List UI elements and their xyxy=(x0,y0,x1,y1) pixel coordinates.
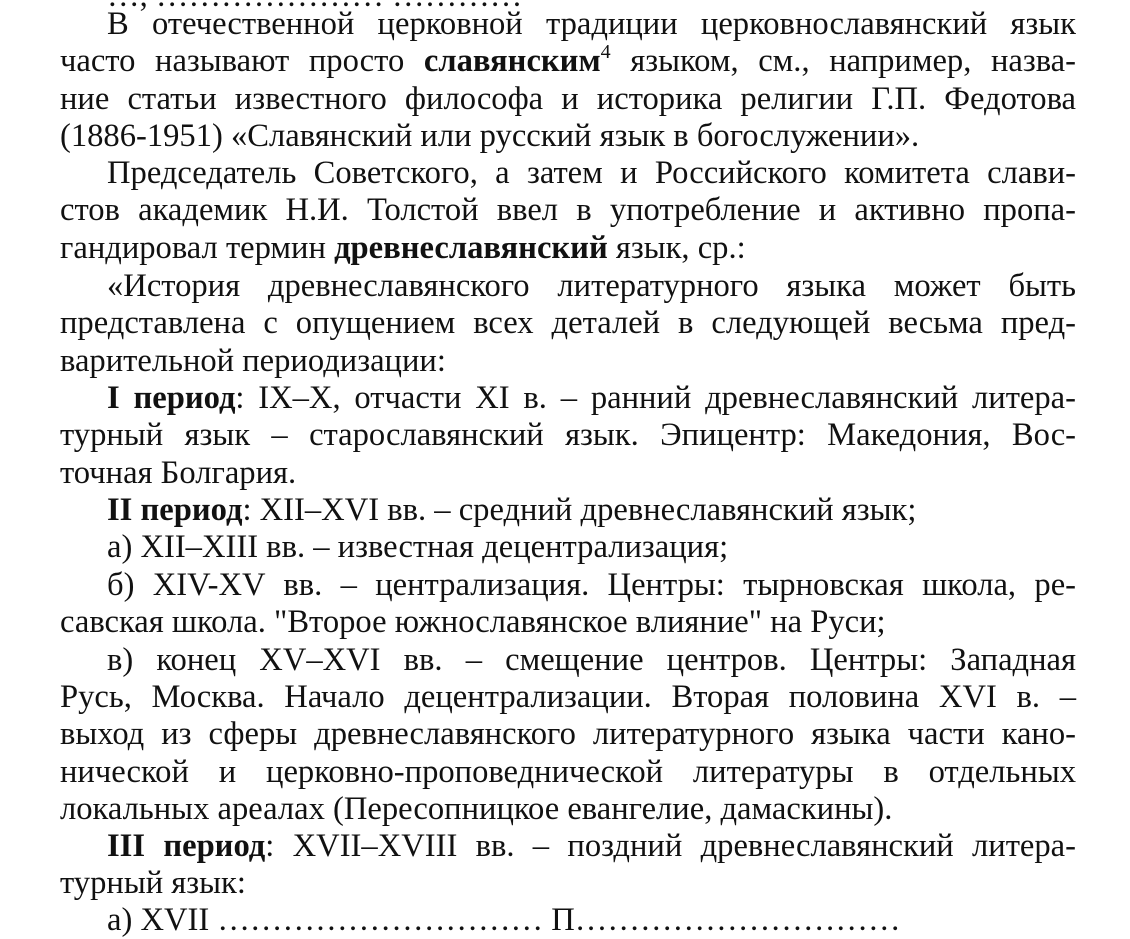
text-line: варительной периодизации: xyxy=(60,342,446,379)
text-line: гандировал термин древнеславянский язык, ср.: xyxy=(60,229,746,266)
text-line: точная Болгария. xyxy=(60,454,297,491)
text-line: савская школа. "Второе южнославянское влияние" на Руси; xyxy=(60,604,886,641)
text-line: локальных ареалах (Пересопницкое евангелие, дамаскины). xyxy=(60,791,893,828)
term-slavyansky: славянским xyxy=(423,43,601,80)
text-line: III период: XVII–XVIII вв. – поздний древнеславянский литера- xyxy=(107,828,1076,864)
text-line: (1886-1951) «Славянский или русский язык в богослужении». xyxy=(60,118,920,155)
text-line: «История древнеславянского литературного языка может быть xyxy=(107,268,1076,304)
period-label: I период xyxy=(107,380,236,416)
paragraph-tolstoy xyxy=(60,155,1076,267)
list-item-b: б) XIV-XV вв. – централизация. Центры: тырновская школа, ре- xyxy=(107,566,1076,603)
paragraph-period-1 xyxy=(60,380,1076,492)
term-drevneslavyansky: древнеславянский xyxy=(334,229,608,266)
paragraph-church-tradition xyxy=(60,6,1076,156)
text-line: I период: IX–X, отчасти XI в. – ранний древнеславянский литера- xyxy=(107,380,1076,416)
text-line: ние статьи известного философа и историка религии Г.П. Федотова xyxy=(60,80,1076,117)
paragraph-quote-intro xyxy=(60,268,1076,380)
bottom-cut-line xyxy=(60,902,1076,938)
text-line: турный язык: xyxy=(60,865,246,902)
text-line: турный язык – старославянский язык. Эпицентр: Македония, Вос- xyxy=(60,417,1076,454)
text-line: выход из сферы древнеславянского литературного языка части кано- xyxy=(60,716,1076,753)
list-item-c: в) конец XV–XVI вв. – смещение центров. Центры: Западная xyxy=(107,641,1076,678)
text-line: представлена с опущением всех деталей в следующей весьма пред- xyxy=(60,305,1076,342)
list-item-a: а) XII–XIII вв. – известная децентрализация; xyxy=(107,529,729,566)
text-line: В отечественной церковной традиции церковнославянский язык xyxy=(107,6,1076,42)
text-line-cut-bottom: а) XVII ………………………… П………………………… xyxy=(107,902,901,938)
text-line: Русь, Москва. Начало децентрализации. Вторая половина XVI в. – xyxy=(60,678,1076,715)
period-label: III период xyxy=(107,828,266,864)
footnote-ref[interactable]: 4 xyxy=(600,41,611,64)
text-line: II период: XII–XVI вв. – средний древнеславянский язык; xyxy=(107,492,917,528)
text-line: Председатель Советского, а затем и Российского комитета слави- xyxy=(107,155,1076,191)
top-cut-line xyxy=(60,0,1076,2)
period-label: II период xyxy=(107,492,243,528)
text-line: стов академик Н.И. Толстой ввел в употребление и активно пропа- xyxy=(60,192,1076,229)
paragraph-period-2 xyxy=(60,492,1076,829)
text-line: часто называют просто славянским$^4$ языком, см., например, назва- xyxy=(60,41,1076,80)
paragraph-period-3 xyxy=(60,828,1076,903)
text-line: нической и церковно-проповеднической литературы в отдельных xyxy=(60,753,1076,790)
